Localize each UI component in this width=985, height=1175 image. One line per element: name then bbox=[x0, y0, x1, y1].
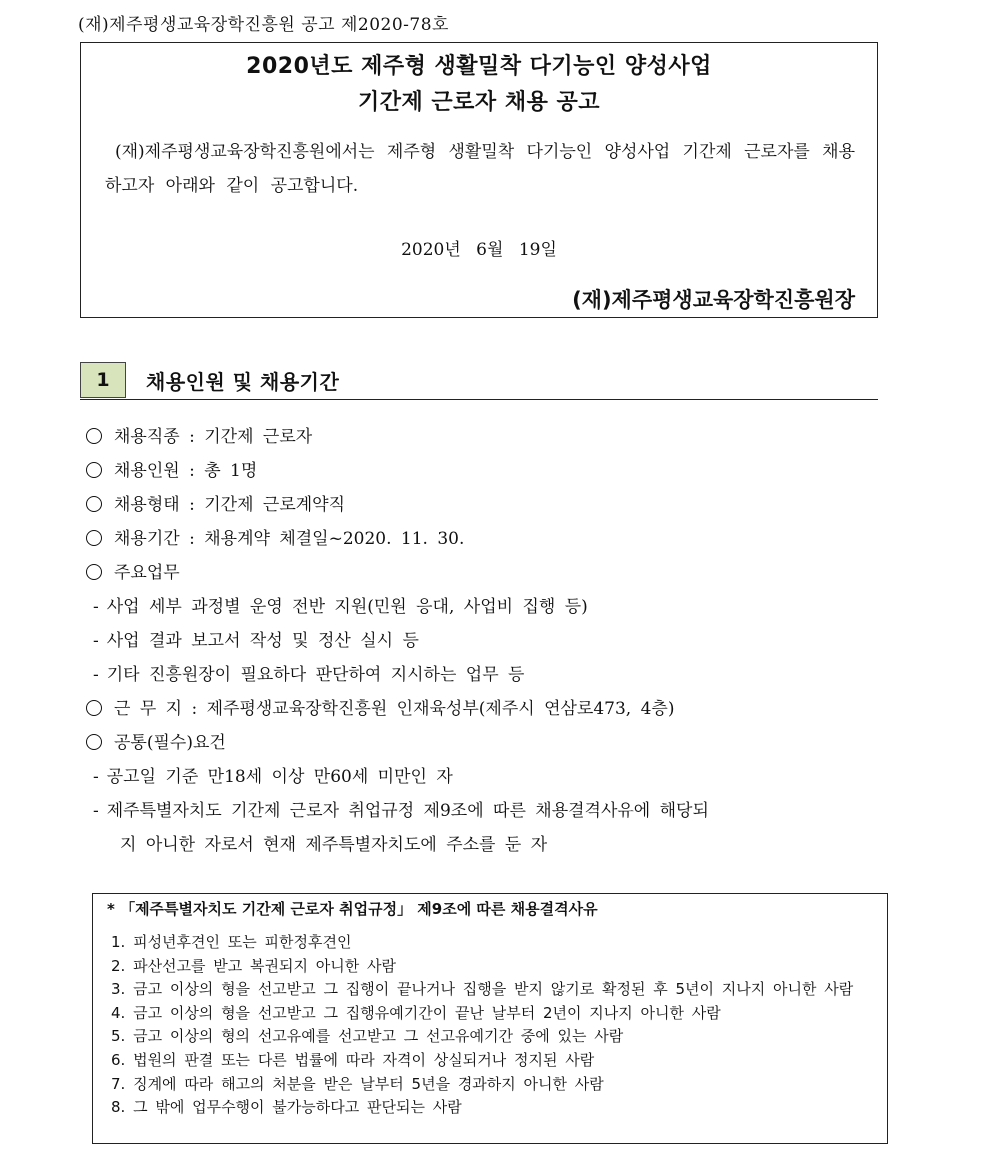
criteria-list bbox=[111, 931, 877, 1120]
announcement-number: (재)제주평생교육장학진흥원 공고 제2020-78호 bbox=[78, 15, 449, 35]
job-type: 채용직종 : 기간제 근로자 bbox=[114, 427, 313, 447]
announcement-intro: (재)제주평생교육장학진흥원에서는 제주형 생활밀착 다기능인 양성사업 기간제 근로자를 채용하고자 아래와 같이 공고합니다. bbox=[105, 142, 855, 196]
list-item bbox=[78, 726, 908, 760]
list-item bbox=[78, 692, 908, 726]
requirement-item: 제주특별자치도 기간제 근로자 취업규정 제9조에 따른 채용결격사유에 해당되 bbox=[106, 801, 709, 821]
dash-bullet-icon: - bbox=[93, 801, 99, 821]
section-body bbox=[78, 420, 908, 862]
list-item bbox=[78, 794, 908, 828]
list-item bbox=[78, 488, 908, 522]
criteria-item: 2. 파산선고를 받고 복권되지 아니한 사람 bbox=[111, 956, 396, 975]
bullet-circle-icon bbox=[86, 530, 102, 546]
section-number-badge: 1 bbox=[80, 362, 126, 398]
list-item bbox=[78, 658, 908, 692]
requirement-item: 공고일 기준 만18세 이상 만60세 미만인 자 bbox=[106, 767, 453, 787]
dash-bullet-icon: - bbox=[93, 597, 99, 617]
bullet-circle-icon bbox=[86, 462, 102, 478]
employment-type: 채용형태 : 기간제 근로계약직 bbox=[114, 495, 346, 515]
section-title: 채용인원 및 채용기간 bbox=[146, 370, 340, 394]
issuing-organization: (재)제주평생교육장학진흥원장 bbox=[572, 288, 855, 312]
requirement-item-continued: 지 아니한 자로서 현재 제주특별자치도에 주소를 둔 자 bbox=[120, 835, 548, 855]
workplace: 근 무 지 : 제주평생교육장학진흥원 인재육성부(제주시 연삼로473, 4층) bbox=[114, 699, 675, 719]
bullet-circle-icon bbox=[86, 496, 102, 512]
bullet-circle-icon bbox=[86, 700, 102, 716]
duty-item: 사업 세부 과정별 운영 전반 지원(민원 응대, 사업비 집행 등) bbox=[106, 597, 588, 617]
criteria-item: 3. 금고 이상의 형을 선고받고 그 집행이 끝나거나 집행을 받지 않기로 확정된 후 5년이 지나지 아니한 사람 bbox=[111, 980, 854, 999]
announcement-title-line2: 기간제 근로자 채용 공고 bbox=[358, 90, 600, 115]
criteria-item: 8. 그 밖에 업무수행이 불가능하다고 판단되는 사람 bbox=[111, 1098, 462, 1117]
criteria-item: 5. 금고 이상의 형의 선고유예를 선고받고 그 선고유예기간 중에 있는 사람 bbox=[111, 1027, 624, 1046]
bullet-circle-icon bbox=[86, 428, 102, 444]
dash-bullet-icon: - bbox=[93, 767, 99, 787]
criteria-item: 6. 법원의 판결 또는 다른 법률에 따라 자격이 상실되거나 정지된 사람 bbox=[111, 1050, 595, 1069]
dash-bullet-icon: - bbox=[93, 631, 99, 651]
list-item bbox=[78, 624, 908, 658]
section-header bbox=[80, 362, 878, 400]
disqualification-criteria-box bbox=[92, 893, 888, 1144]
criteria-item: 1. 피성년후견인 또는 피한정후견인 bbox=[111, 933, 352, 951]
criteria-item: 4. 금고 이상의 형을 선고받고 그 집행유예기간이 끝난 날부터 2년이 지나지 아니한 사람 bbox=[111, 1003, 721, 1022]
main-duties-heading: 주요업무 bbox=[114, 563, 180, 583]
bullet-circle-icon bbox=[86, 734, 102, 750]
dash-bullet-icon: - bbox=[93, 665, 99, 685]
announcement-title-line1: 2020년도 제주형 생활밀착 다기능인 양성사업 bbox=[246, 54, 712, 79]
criteria-item: 7. 징계에 따라 해고의 처분을 받은 날부터 5년을 경과하지 아니한 사람 bbox=[111, 1074, 604, 1093]
duty-item: 사업 결과 보고서 작성 및 정산 실시 등 bbox=[106, 631, 419, 651]
criteria-title: * 「제주특별자치도 기간제 근로자 취업규정」 제9조에 따른 채용결격사유 bbox=[107, 900, 598, 918]
duty-item: 기타 진흥원장이 필요하다 판단하여 지시하는 업무 등 bbox=[106, 665, 525, 685]
employment-period: 채용기간 : 채용계약 체결일~2020. 11. 30. bbox=[114, 529, 465, 549]
bullet-circle-icon bbox=[86, 564, 102, 580]
list-item bbox=[78, 556, 908, 590]
announcement-header-box bbox=[80, 42, 878, 318]
list-item-continuation bbox=[78, 828, 908, 862]
announcement-date: 2020년 6월 19일 bbox=[401, 240, 557, 260]
list-item bbox=[78, 522, 908, 556]
list-item bbox=[78, 590, 908, 624]
requirements-heading: 공통(필수)요건 bbox=[114, 733, 226, 753]
list-item bbox=[78, 760, 908, 794]
headcount: 채용인원 : 총 1명 bbox=[114, 461, 258, 481]
list-item bbox=[78, 454, 908, 488]
list-item bbox=[78, 420, 908, 454]
